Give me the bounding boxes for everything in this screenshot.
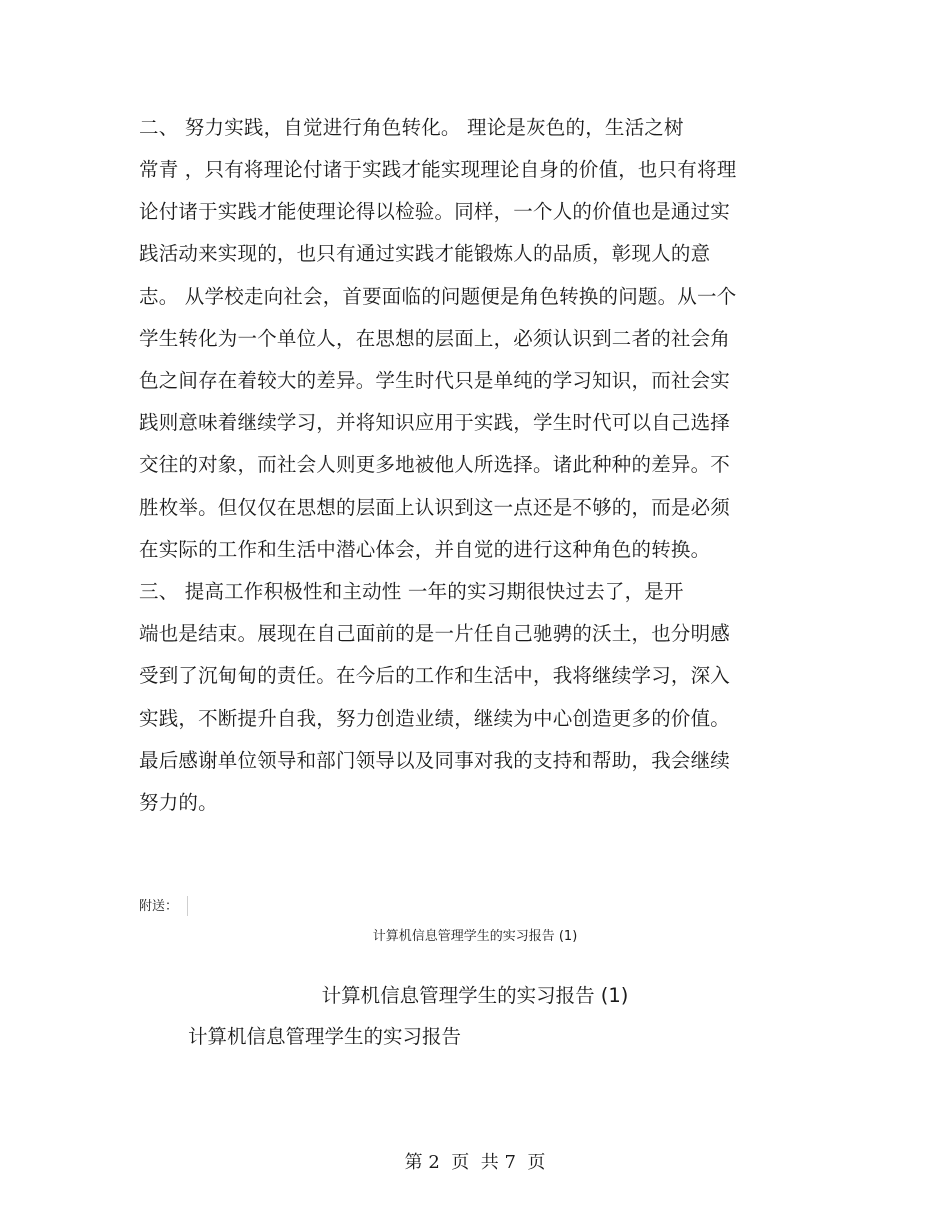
body-line: 志。 从学校走向社会，首要面临的问题便是角色转换的问题。从一个 (139, 285, 737, 308)
attachment-label: 附送： (139, 899, 179, 914)
body-line: 二、 努力实践，自觉进行角色转化。 理论是灰色的，生活之树 (139, 116, 684, 139)
body-line: 践则意味着继续学习，并将知识应用于实践，学生时代可以自己选择 (139, 411, 731, 434)
body-line: 论付诸于实践才能使理论得以检验。同样，一个人的价值也是通过实 (139, 200, 731, 223)
body-line: 胜枚举。但仅仅在思想的层面上认识到这一点还是不够的，而是必须 (139, 496, 731, 519)
attachment-small-title: 计算机信息管理学生的实习报告 (1) (372, 929, 578, 944)
body-line: 常青 ，只有将理论付诸于实践才能实现理论自身的价值，也只有将理 (139, 158, 737, 181)
attachment-subtitle: 计算机信息管理学生的实习报告 (188, 1025, 462, 1048)
body-line: 努力的。 (139, 791, 218, 814)
attachment-title: 计算机信息管理学生的实习报告 (1) (321, 984, 629, 1007)
body-line: 学生转化为一个单位人，在思想的层面上，必须认识到二者的社会角 (139, 327, 731, 350)
body-line: 端也是结束。展现在自己面前的是一片任自己驰骋的沃土，也分明感 (139, 622, 731, 645)
body-line: 践活动来实现的，也只有通过实践才能锻炼人的品质，彰现人的意 (139, 242, 711, 265)
page-footer: 第 2 页 共 7 页 (404, 1152, 546, 1173)
attachment-divider (187, 896, 188, 916)
body-line: 色之间存在着较大的差异。学生时代只是单纯的学习知识，而社会实 (139, 369, 731, 392)
body-line: 最后感谢单位领导和部门领导以及同事对我的支持和帮助，我会继续 (139, 749, 731, 772)
body-line: 受到了沉甸甸的责任。在今后的工作和生活中，我将继续学习，深入 (139, 664, 731, 687)
body-line: 实践，不断提升自我，努力创造业绩，继续为中心创造更多的价值。 (139, 707, 731, 730)
body-line: 在实际的工作和生活中潜心体会，并自觉的进行这种角色的转换。 (139, 538, 711, 561)
body-line: 交往的对象，而社会人则更多地被他人所选择。诸此种种的差异。不 (139, 453, 731, 476)
body-line: 三、 提高工作积极性和主动性 一年的实习期很快过去了，是开 (139, 580, 684, 603)
